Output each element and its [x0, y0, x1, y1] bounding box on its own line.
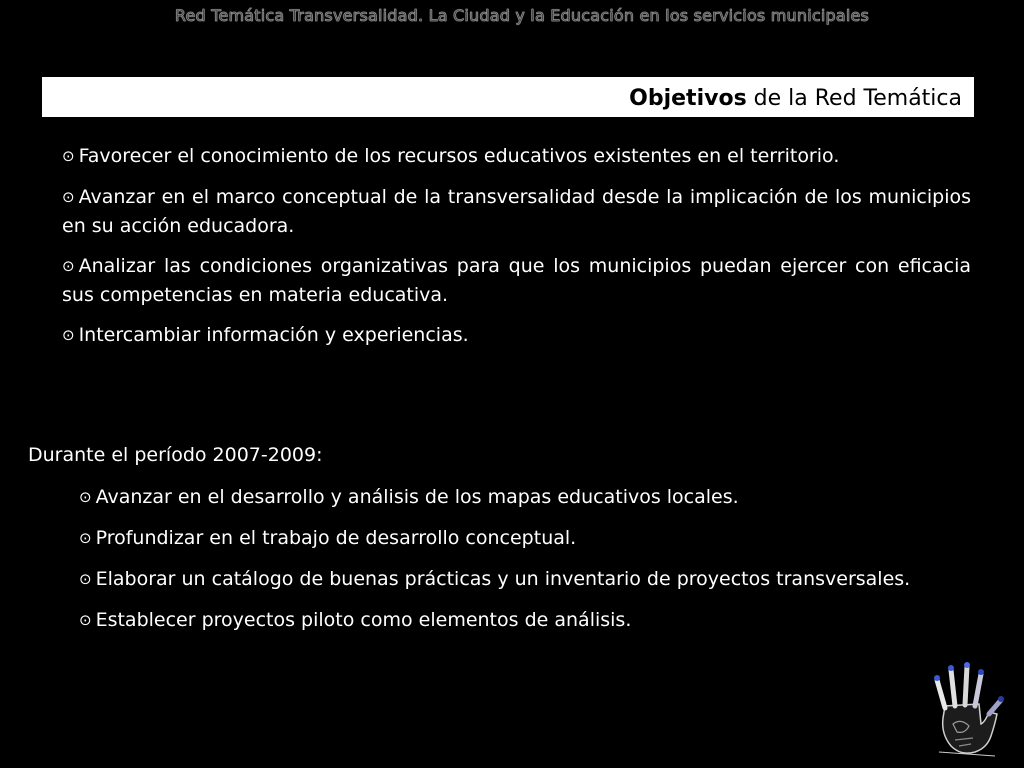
- list-item: [79, 524, 988, 553]
- list-item: [62, 142, 971, 171]
- objective-text: Intercambiar información y experiencias.: [78, 324, 469, 346]
- section-title-rest: de la Red Temática: [746, 86, 962, 111]
- list-item: [62, 321, 971, 350]
- period-item-text: Elaborar un catálogo de buenas prácticas y un inventario de proyectos transversales.: [95, 568, 911, 590]
- objective-text: Avanzar en el marco conceptual de la transversalidad desde la implicación de los municipios en su acción educadora.: [62, 186, 971, 237]
- circled-dot-icon: ⊙: [62, 257, 75, 275]
- circled-dot-icon: ⊙: [62, 147, 75, 165]
- hand-logo-icon: [925, 660, 1005, 760]
- period-item-text: Avanzar en el desarrollo y análisis de los mapas educativos locales.: [95, 486, 739, 508]
- circled-dot-icon: ⊙: [79, 570, 92, 588]
- list-item: [62, 252, 971, 309]
- objective-text: Analizar las condiciones organizativas para que los municipios puedan ejercer con eficacia sus competencias en materia educativa.: [62, 255, 971, 306]
- period-list: [79, 483, 988, 647]
- objectives-list: [62, 142, 971, 362]
- circled-dot-icon: ⊙: [79, 488, 92, 506]
- list-item: [62, 183, 971, 240]
- circled-dot-icon: ⊙: [62, 326, 75, 344]
- list-item: [79, 483, 988, 512]
- objective-text: Favorecer el conocimiento de los recursos educativos existentes en el territorio.: [78, 145, 840, 167]
- circled-dot-icon: ⊙: [79, 529, 92, 547]
- period-label: Durante el período 2007-2009:: [28, 444, 323, 466]
- section-title-bar: [42, 77, 974, 117]
- circled-dot-icon: ⊙: [79, 611, 92, 629]
- circled-dot-icon: ⊙: [62, 188, 75, 206]
- list-item: [79, 606, 988, 635]
- period-item-text: Establecer proyectos piloto como elementos de análisis.: [95, 609, 632, 631]
- list-item: [79, 565, 988, 594]
- section-title-bold: Objetivos: [629, 86, 747, 111]
- period-item-text: Profundizar en el trabajo de desarrollo conceptual.: [95, 527, 577, 549]
- slide-header-title: Red Temática Transversalidad. La Ciudad y la Educación en los servicios municipales: [174, 6, 870, 25]
